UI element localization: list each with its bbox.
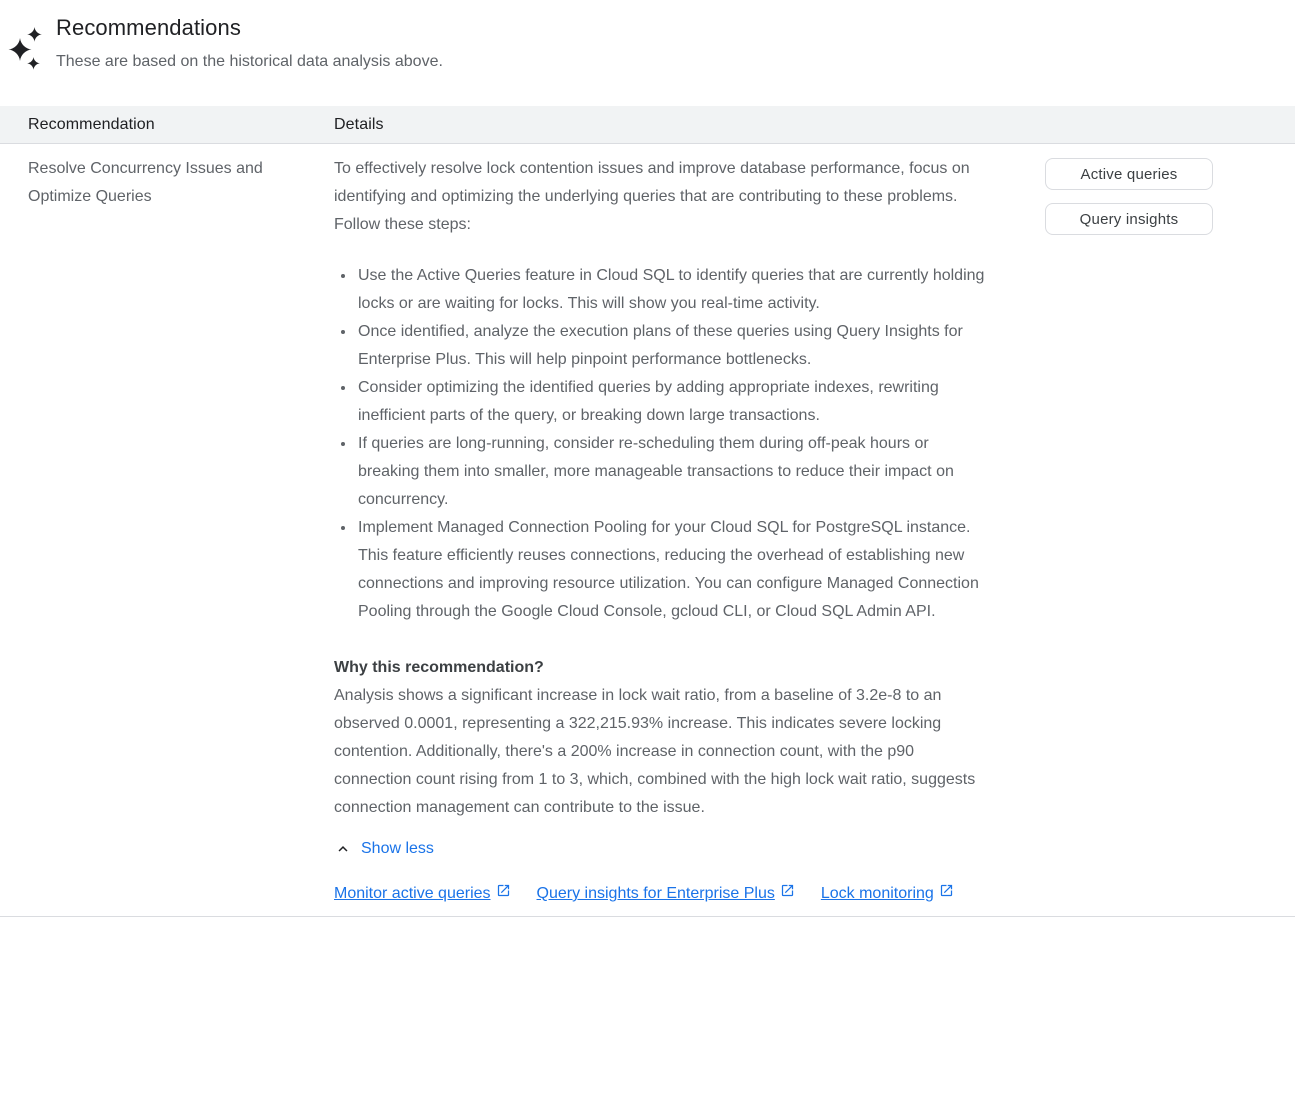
details-intro: To effectively resolve lock contention issues and improve database performance, focus on identifying and optimizing the underlying queries that are contributing to these problems. Follow these steps: [334,160,970,233]
actions-cell [1010,144,1295,908]
link-label: Query insights for Enterprise Plus [536,885,775,902]
link-lock-monitoring[interactable] [821,880,954,908]
bullet-item: • Use the Active Queries feature in Cloud SQL to identify queries that are currently holding locks or are waiting for locks. This will show you real-time activity. [356,262,986,318]
link-label: Lock monitoring [820,885,934,902]
details-cell [334,144,986,908]
why-recommendation-heading: Why this recommendation? [334,659,544,676]
bullet-item: • Consider optimizing the identified queries by adding appropriate indexes, rewriting inefficient parts of the query, or breaking down large transactions. [356,374,986,430]
bullet-item: • If queries are long-running, consider re-scheduling them during off-peak hours or breaking them into smaller, more manageable transactions to reduce their impact on concurrency. [356,430,986,514]
table-header-row [0,106,1295,144]
page-subtitle: These are based on the historical data analysis above. [56,53,443,70]
recommendations-table [0,106,1295,917]
details-links [334,880,986,908]
show-less-label: Show less [361,840,434,857]
active-queries-button[interactable]: Active queries [1045,158,1213,190]
details-bullet-list [334,262,986,626]
query-insights-button[interactable]: Query insights [1045,203,1213,235]
column-header-recommendation: Recommendation [28,115,155,133]
bullet-item: • Implement Managed Connection Pooling for your Cloud SQL for PostgreSQL instance. This feature efficiently reuses connections, reducing the overhead of establishing new connections and improving resource utilization. You can configure Managed Connection Pooling through the Google Cloud Console, gcloud CLI, or Cloud SQL Admin API. [356,514,986,626]
link-monitor-active-queries[interactable] [334,880,511,908]
chevron-up-icon [334,840,352,858]
link-query-insights-enterprise-plus[interactable] [537,880,795,908]
open-in-new-icon [491,880,511,908]
open-in-new-icon [934,880,954,908]
bullet-item: • Once identified, analyze the execution plans of these queries using Query Insights for Enterprise Plus. This will help pinpoint performance bottlenecks. [356,318,986,374]
gemini-sparkle-icon [8,26,44,72]
recommendation-cell: Resolve Concurrency Issues and Optimize Queries [28,160,263,205]
why-recommendation-text: Analysis shows a significant increase in lock wait ratio, from a baseline of 3.2e-8 to an observed 0.0001, representing a 322,215.93% increase. This indicates severe locking contention. Additionally, there's a 200% increase in connection count, with the p90 connection count rising from 1 to 3, which, combined with the high lock wait ratio, suggests connection management can contribute to the issue. [334,687,976,816]
show-less-button[interactable] [334,840,434,858]
recommendations-header [0,0,1295,73]
link-label: Monitor active queries [334,885,491,902]
open-in-new-icon [775,880,795,908]
page-title: Recommendations [56,15,241,40]
table-row [0,144,1295,917]
column-header-details: Details [334,115,384,133]
